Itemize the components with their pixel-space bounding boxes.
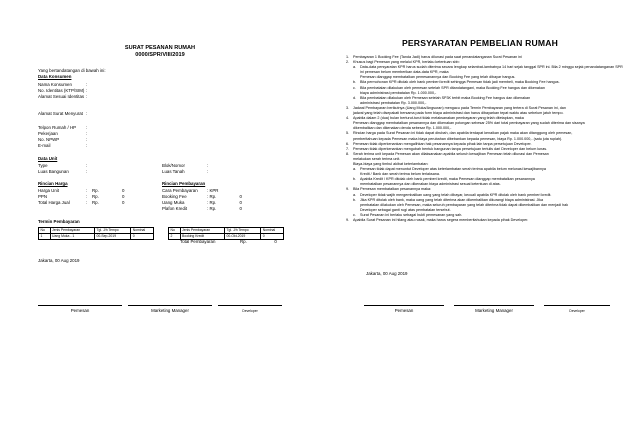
item-text: Surat Pesanan ini berlaku sebagai bukti pemesanan yang sah. [360, 212, 463, 217]
field-currency: Rp. [92, 194, 99, 199]
field-currency: Rp. [209, 200, 217, 205]
item-number: d. [353, 95, 357, 100]
signature-label-pemesan: Pemesan [70, 308, 90, 313]
harga-row [38, 200, 124, 206]
field-label: Telpon Rumah / HP [38, 125, 77, 130]
section-rincian-pembayaran: Rincian Pembayaran [162, 181, 206, 186]
item-text: Bila permohonan KPR ditolak oleh bank pemberi kredit sehingga Pemesan tidak jadi membeli, maka Booking Fee hangus. [360, 80, 560, 85]
table-header-cell: Jenis Pembayaran [180, 228, 224, 234]
signature-label-developer: Developer [242, 309, 258, 313]
field-colon: : [86, 111, 88, 116]
persyaratan-page [320, 0, 640, 427]
item-number: 2. [346, 60, 350, 65]
field-amount: 0 [122, 200, 125, 205]
table-header-cell: Tgl. J/h Tempo [94, 228, 130, 234]
table-header-cell: Nominal [261, 228, 284, 234]
field-amount: 0 [239, 206, 242, 211]
section-data-konsumen: Data Konsumen [38, 74, 72, 79]
item-number: a. [353, 167, 357, 172]
field-label: Luas Tanah [162, 169, 185, 174]
field-colon: : [86, 143, 88, 148]
field-amount: 0 [122, 194, 125, 199]
item-text: Kredit / Bank dan serah terima belum terlaksana. [360, 172, 440, 177]
signature-line-pemesan [38, 305, 122, 306]
item-text: dikembalikan dan dikenakan denda sebesar Rp. 1.000.000,- [353, 126, 452, 131]
item-text: Bila pembatalan dilakukan oleh Pemesan setelah SP3K terbit maka Booking Fee hangus dan dikenakan [360, 95, 531, 100]
item-number: 3. [346, 105, 350, 110]
item-number: 9. [346, 187, 350, 192]
field-colon: : [207, 188, 210, 193]
item-text: Pemesan dianggap membatalkan pesanannya dan dikenakan potongan sebesar 25% dari total pembayaran yang sudah diterima dan sisanya [353, 121, 585, 126]
intro-text: Yang bertandatangan di bawah ini: [38, 68, 106, 73]
unit-row-left [38, 169, 92, 175]
field-colon: : [207, 163, 209, 168]
requirement-item [346, 65, 626, 75]
table-cell: 00-Okt-2019 [224, 234, 260, 240]
requirement-item [346, 131, 626, 136]
table-cell: 2 [169, 234, 181, 240]
item-text: Pemesan tidak diperkenankan mengubah bentuk bangunan tanpa persetujuan tertulis dari Developer dan belum lunas. [353, 146, 548, 151]
item-number: b. [353, 197, 357, 202]
signature-line-developer-right [544, 305, 610, 306]
item-text: melakukan serah terima unit. [353, 156, 401, 161]
field-label: Luas Bangunan [38, 169, 69, 174]
item-number: 5. [346, 131, 350, 136]
field-label: Pekerjaan [38, 131, 58, 136]
requirement-item [346, 218, 626, 223]
field-currency: KPR [209, 188, 219, 193]
field-colon: : [86, 200, 88, 205]
table-cell: 0 [131, 234, 154, 240]
field-label: Plafon Kredit [162, 206, 188, 211]
total-pembayaran-row [180, 239, 277, 245]
item-text: Apabila Kredit / KPR ditolak oleh bank pemberi kredit, maka Pemesan dianggap membatalkan pesanannya [360, 177, 535, 182]
title-line-2: 0000/SPR/VIII/2019 [135, 52, 185, 58]
item-text: Pemesan dianggap membatalkan pemesanannya dan Booking Fee yang telah dibayar hangus. [360, 75, 516, 80]
item-text: Pemesan tidak dapat menuntut Developer atas keterlambatan serah terima apabila belum melunasi kewajibannya [360, 167, 546, 172]
table-cell: 0 [261, 234, 284, 240]
konsumen-row [38, 143, 92, 149]
field-colon: : [86, 94, 88, 99]
total-value: 0 [274, 239, 277, 244]
table-header-cell: Jenis Pembayaran [50, 228, 94, 234]
table-cell: 00-Sep-2019 [94, 234, 130, 240]
signature-label-developer-right: Developer [569, 309, 585, 313]
field-label: Type [38, 163, 48, 168]
field-label: Booking Fee [162, 194, 187, 199]
section-data-unit: Data Unit [38, 156, 58, 161]
requirement-item [346, 106, 626, 111]
field-colon: : [86, 163, 88, 168]
field-label: Nama Konsumen [38, 82, 72, 87]
item-text: pemberitahuan kepada Pemesan maka biaya perubahan dibebankan kepada pemesan, biaya Rp. 1.000.000,- (satu juta rupiah). [353, 136, 563, 141]
item-number: 8. [346, 151, 350, 156]
signature-line-marketing-right [454, 305, 534, 306]
field-label: No. NPWP [38, 137, 60, 142]
field-colon: : [86, 169, 88, 174]
table-cell: 1 [39, 234, 51, 240]
field-colon: : [86, 194, 88, 199]
table-header-cell: No [169, 228, 181, 234]
field-amount: 0 [239, 194, 242, 199]
signature-line-marketing [128, 305, 212, 306]
field-label: Uang Muka [162, 200, 185, 205]
date-text: Jakarta, 00 Aug 2019 [38, 258, 80, 263]
field-colon: : [86, 82, 88, 87]
table-row [39, 234, 154, 240]
field-colon: : [207, 206, 210, 211]
item-text: Pembayaran 1 Booking Fee (Tanda Jadi) harus dilunasi pada saat penandatanganan Surat Pesanan ini [353, 55, 522, 59]
item-number: 7. [346, 146, 350, 151]
field-colon: : [86, 137, 88, 142]
item-number: b. [353, 80, 357, 85]
item-text: pembatalan dilakukan oleh Pemesan, maka seluruh pembayaran yang telah diterima tidak dapat dikembalikan dan menjadi hak [360, 202, 569, 207]
field-amount: 0 [122, 188, 125, 193]
item-text: Bila Pemesan membatalkan pesanannya maka: [353, 187, 432, 192]
item-text: Apabila dalam 2 (dua) bulan berturut-turut tidak melaksanakan pembayaran yang telah ditetapkan, maka [353, 116, 524, 121]
field-label: Alamat Sesuai Identitas [38, 94, 85, 99]
field-currency: Rp. [209, 194, 217, 199]
item-text: Apabila Surat Pesanan ini hilang atau rusak, maka harus segera memberitahukan kepada pihak Developer. [353, 218, 529, 222]
item-number: a. [353, 192, 357, 197]
item-number: 1. [346, 55, 350, 59]
table-header-cell: No [39, 228, 51, 234]
page-title [0, 45, 320, 59]
table-cell: Uang Muka - 1 [50, 234, 94, 240]
item-number: 4. [346, 116, 350, 121]
field-colon: : [207, 200, 210, 205]
field-colon: : [86, 188, 88, 193]
item-text: Khusus bagi Pemesan yang melalui KPR, berlaku ketentuan sbb: [353, 60, 460, 65]
section-rincian-harga: Rincian Harga [38, 181, 68, 186]
item-text: Biaya-biaya yang timbul akibat keterlambatan: [353, 161, 429, 166]
field-currency: Rp. [92, 200, 99, 205]
title-line-1: SURAT PESANAN RUMAH [124, 45, 196, 51]
total-label: Total Pembayaran [180, 239, 216, 244]
unit-row-right [162, 169, 208, 175]
item-text: Serah terima unit kepada Pemesan akan dilaksanakan apabila seluruh kewajiban Pemesan telah dilunasi dan Pemesan [353, 151, 549, 156]
item-text: Data-data persyaratan KPR harus sudah diterima secara lengkap selambat-lambatnya 14 hari sejak tanggal SPR ini. Bila 2 minggu sejak penandatanganan SPR ini pemesan belum memberikan data-data KPR, maka [360, 65, 623, 75]
signature-label-pemesan-right: Pemesan [394, 308, 414, 313]
item-text: Jika KPR ditolak oleh bank, maka uang yang telah diterima akan dikembalikan dikurangi biaya administrasi. Jika [360, 197, 544, 202]
field-label: Alamat Surat Menyurat [38, 111, 83, 116]
item-text: biaya administrasi pembatalan Rp. 1.000.000,- [360, 90, 437, 95]
item-number: 6. [346, 141, 350, 146]
field-colon: : [86, 88, 88, 93]
item-text: Rincian harga pada Surat Pesanan ini tidak dapat dirubah, dan apabila terdapat kenaikan pajak maka akan ditanggung oleh pemesan, [353, 131, 573, 136]
field-currency: Rp. [92, 188, 99, 193]
item-text: Bila pembatalan dilakukan oleh pemesan setelah SPR ditandatangani, maka Booking Fee hangus dan dikenakan [360, 85, 545, 90]
date-text-right: Jakarta, 00 Aug 2019 [366, 271, 408, 276]
requirement-item [346, 152, 626, 157]
signature-line-developer [218, 305, 282, 306]
konsumen-row [38, 94, 92, 100]
item-text: jadwal yang telah disepakati bersama pada form biaya administrasi dan harus dibayarkan tepat waktu atau sebelum jatuh tempo. [353, 111, 564, 116]
field-label: E-mail [38, 143, 51, 148]
item-text: Developer sebagai ganti rugi atas pembatalan tersebut. [360, 207, 451, 212]
persyaratan-title: PERSYARATAN PEMBELIAN RUMAH [401, 38, 559, 48]
field-label: Total Harga Jual [38, 200, 70, 205]
item-number: 9. [346, 218, 350, 222]
item-number: c. [353, 85, 356, 90]
field-amount: 0 [239, 200, 242, 205]
item-text: Jadwal Pembayaran berikutnya (Uang Muka/Angsuran) mengacu pada Termin Pembayaran yang tertera di Surat Pesanan ini, dan [353, 105, 566, 110]
table-header-cell: Nominal [131, 228, 154, 234]
signature-line-pemesan-right [364, 305, 444, 306]
konsumen-row [38, 111, 92, 117]
field-label: No. Identitas (KTP/SIM) [38, 88, 85, 93]
item-text: membatalkan pesanannya dan dikenakan biaya administrasi sesuai ketentuan di atas. [360, 182, 501, 187]
item-number: c. [353, 212, 356, 217]
persyaratan-list [346, 55, 626, 223]
item-number: b. [353, 177, 357, 182]
field-label: Cara Pembayaran [162, 188, 198, 193]
field-currency: Rp. [209, 206, 217, 211]
signature-label-marketing-right: Marketing Manager [475, 308, 513, 313]
field-label: PPN [38, 194, 48, 199]
table-header-cell: Tgl. J/h Tempo [224, 228, 260, 234]
item-text: Developer tidak wajib mengembalikan uang yang telah dibayar, kecuali apabila KPR ditolak oleh bank pemberi kredit. [360, 192, 552, 197]
requirement-item [346, 116, 626, 121]
item-text: administrasi pembatalan Rp. 3.000.000,- [360, 100, 427, 105]
field-colon: : [207, 169, 209, 174]
table-cell: Booking Kredit [180, 234, 224, 240]
section-termin: Termin Pembayaran [38, 219, 80, 224]
item-number: a. [353, 65, 357, 70]
item-text: Pemesan tidak diperkenankan mengalihkan hak pesanannya kepada pihak lain tanpa persetujuan Developer. [353, 141, 532, 146]
field-colon: : [86, 131, 88, 136]
field-colon: : [207, 194, 210, 199]
termin-table-1 [38, 227, 154, 240]
total-currency: Rp. [240, 239, 247, 244]
field-colon: : [86, 125, 88, 130]
field-label: Blok/Nomor [162, 163, 185, 168]
pembayaran-row [162, 206, 242, 212]
field-label: Harga Unit [38, 188, 59, 193]
signature-label-marketing: Marketing Manager [151, 308, 189, 313]
